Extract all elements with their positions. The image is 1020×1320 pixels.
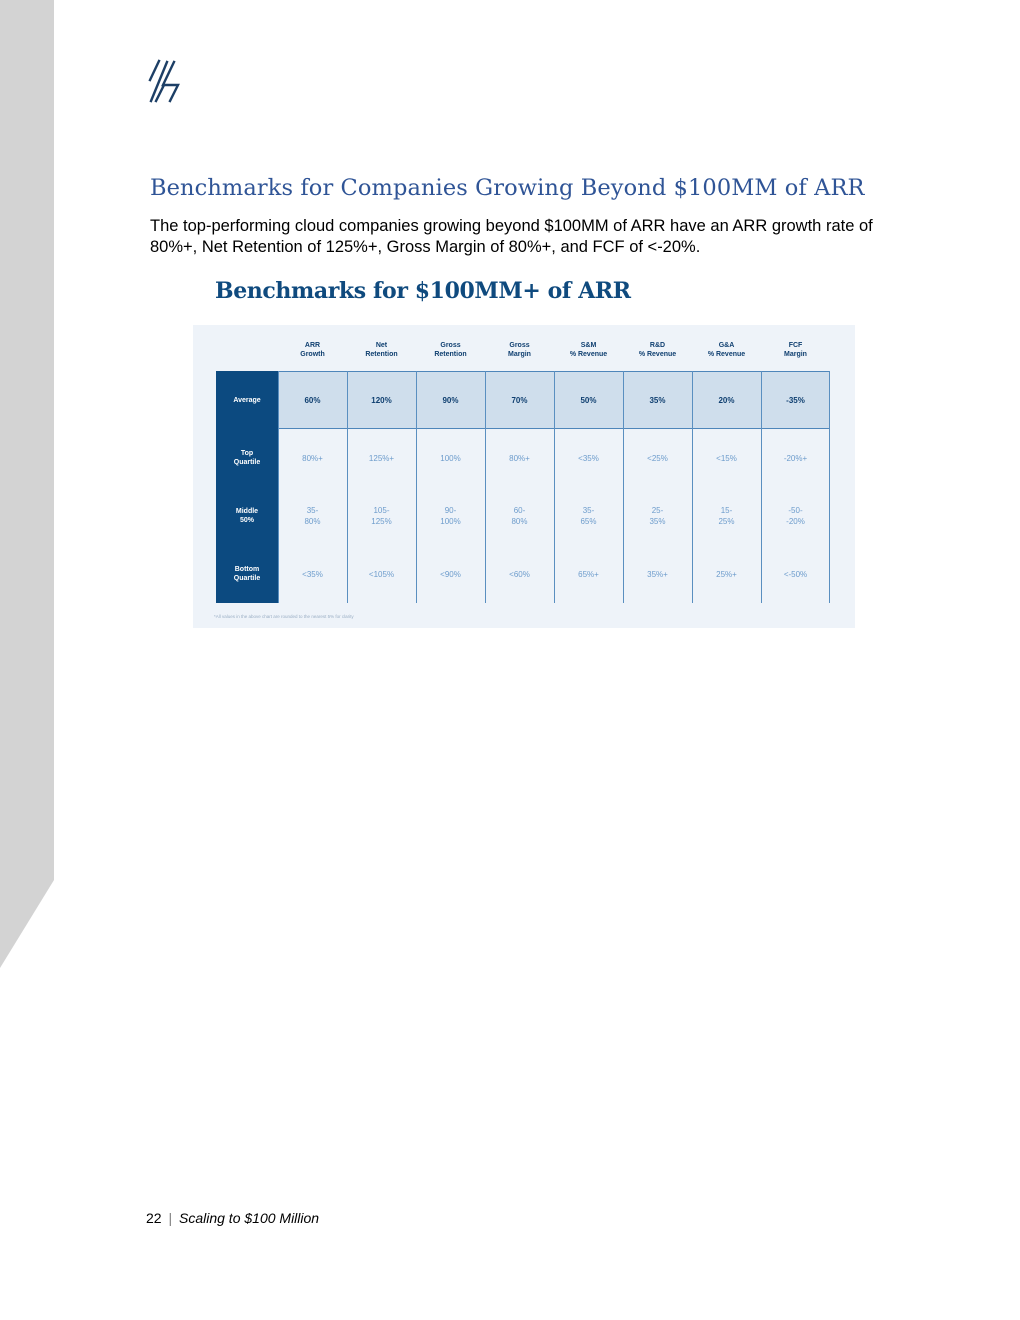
table-cell: <105% (368, 569, 395, 579)
chart-title: Benchmarks for $100MM+ of ARR (215, 278, 631, 304)
stripes-monogram-icon (148, 58, 182, 104)
table-cell: <-50% (783, 569, 808, 579)
row-label: Middle 50% (235, 508, 259, 524)
table-cell: 15- 25% (718, 506, 735, 526)
table-cell: 60- 80% (511, 506, 528, 526)
column-header: G&A % Revenue (707, 342, 746, 358)
table-cell: 20% (718, 395, 735, 405)
table-cell: 25%+ (716, 569, 737, 579)
table-cell: <35% (302, 569, 323, 579)
table-cell: 65%+ (578, 569, 599, 579)
page-number: 22 (146, 1210, 162, 1226)
page-footer (146, 1210, 319, 1226)
table-cell: 60% (304, 395, 321, 405)
column-header: Net Retention (365, 342, 398, 358)
row-label: Average (233, 396, 261, 404)
table-cell: -50- -20% (786, 506, 805, 526)
table-cell: <35% (578, 453, 599, 463)
table-cell: 25- 35% (649, 506, 666, 526)
benchmark-table (193, 325, 855, 628)
table-cell: 35- 65% (580, 506, 597, 526)
table-cell: <90% (440, 569, 461, 579)
table-cell: 105- 125% (371, 506, 392, 526)
row-label: Bottom Quartile (233, 566, 261, 582)
column-header: FCF Margin (784, 342, 807, 358)
column-header: ARR Growth (300, 342, 325, 358)
table-cell: 80%+ (302, 453, 323, 463)
table-cell: -20%+ (783, 453, 808, 463)
table-cell: 35- 80% (304, 506, 321, 526)
table-cell: 35%+ (647, 569, 668, 579)
table-cell: 35% (649, 395, 666, 405)
table-cell: 100% (440, 453, 461, 463)
table-cell: 70% (511, 395, 528, 405)
row-label: Top Quartile (233, 450, 261, 466)
table-cell: 90% (442, 395, 459, 405)
table-cell: <15% (716, 453, 737, 463)
table-cell: -35% (786, 395, 805, 405)
column-header: Gross Margin (508, 342, 531, 358)
column-header: R&D % Revenue (638, 342, 677, 358)
table-footnote: *All values in the above chart are rounded to the nearest 5% for clarity (214, 614, 354, 619)
table-cell: 125%+ (368, 453, 395, 463)
section-title: Benchmarks for Companies Growing Beyond $100MM of ARR (150, 175, 865, 201)
intro-paragraph: The top-performing cloud companies growing beyond $100MM of ARR have an ARR growth rate of 80%+, Net Retention of 125%+, Gross Margin of 80%+, and FCF of <-20%. (150, 217, 873, 256)
footer-separator: | (168, 1210, 173, 1226)
side-decor-band (0, 0, 60, 1320)
table-cell: <25% (647, 453, 668, 463)
table-cell: 50% (580, 395, 597, 405)
table-cell: <60% (509, 569, 530, 579)
table-cell: 90- 100% (440, 506, 461, 526)
table-cell: 80%+ (509, 453, 530, 463)
column-header: S&M % Revenue (569, 342, 608, 358)
footer-doc-title: Scaling to $100 Million (179, 1210, 320, 1226)
column-header: Gross Retention (434, 342, 467, 358)
table-cell: 120% (371, 395, 392, 405)
